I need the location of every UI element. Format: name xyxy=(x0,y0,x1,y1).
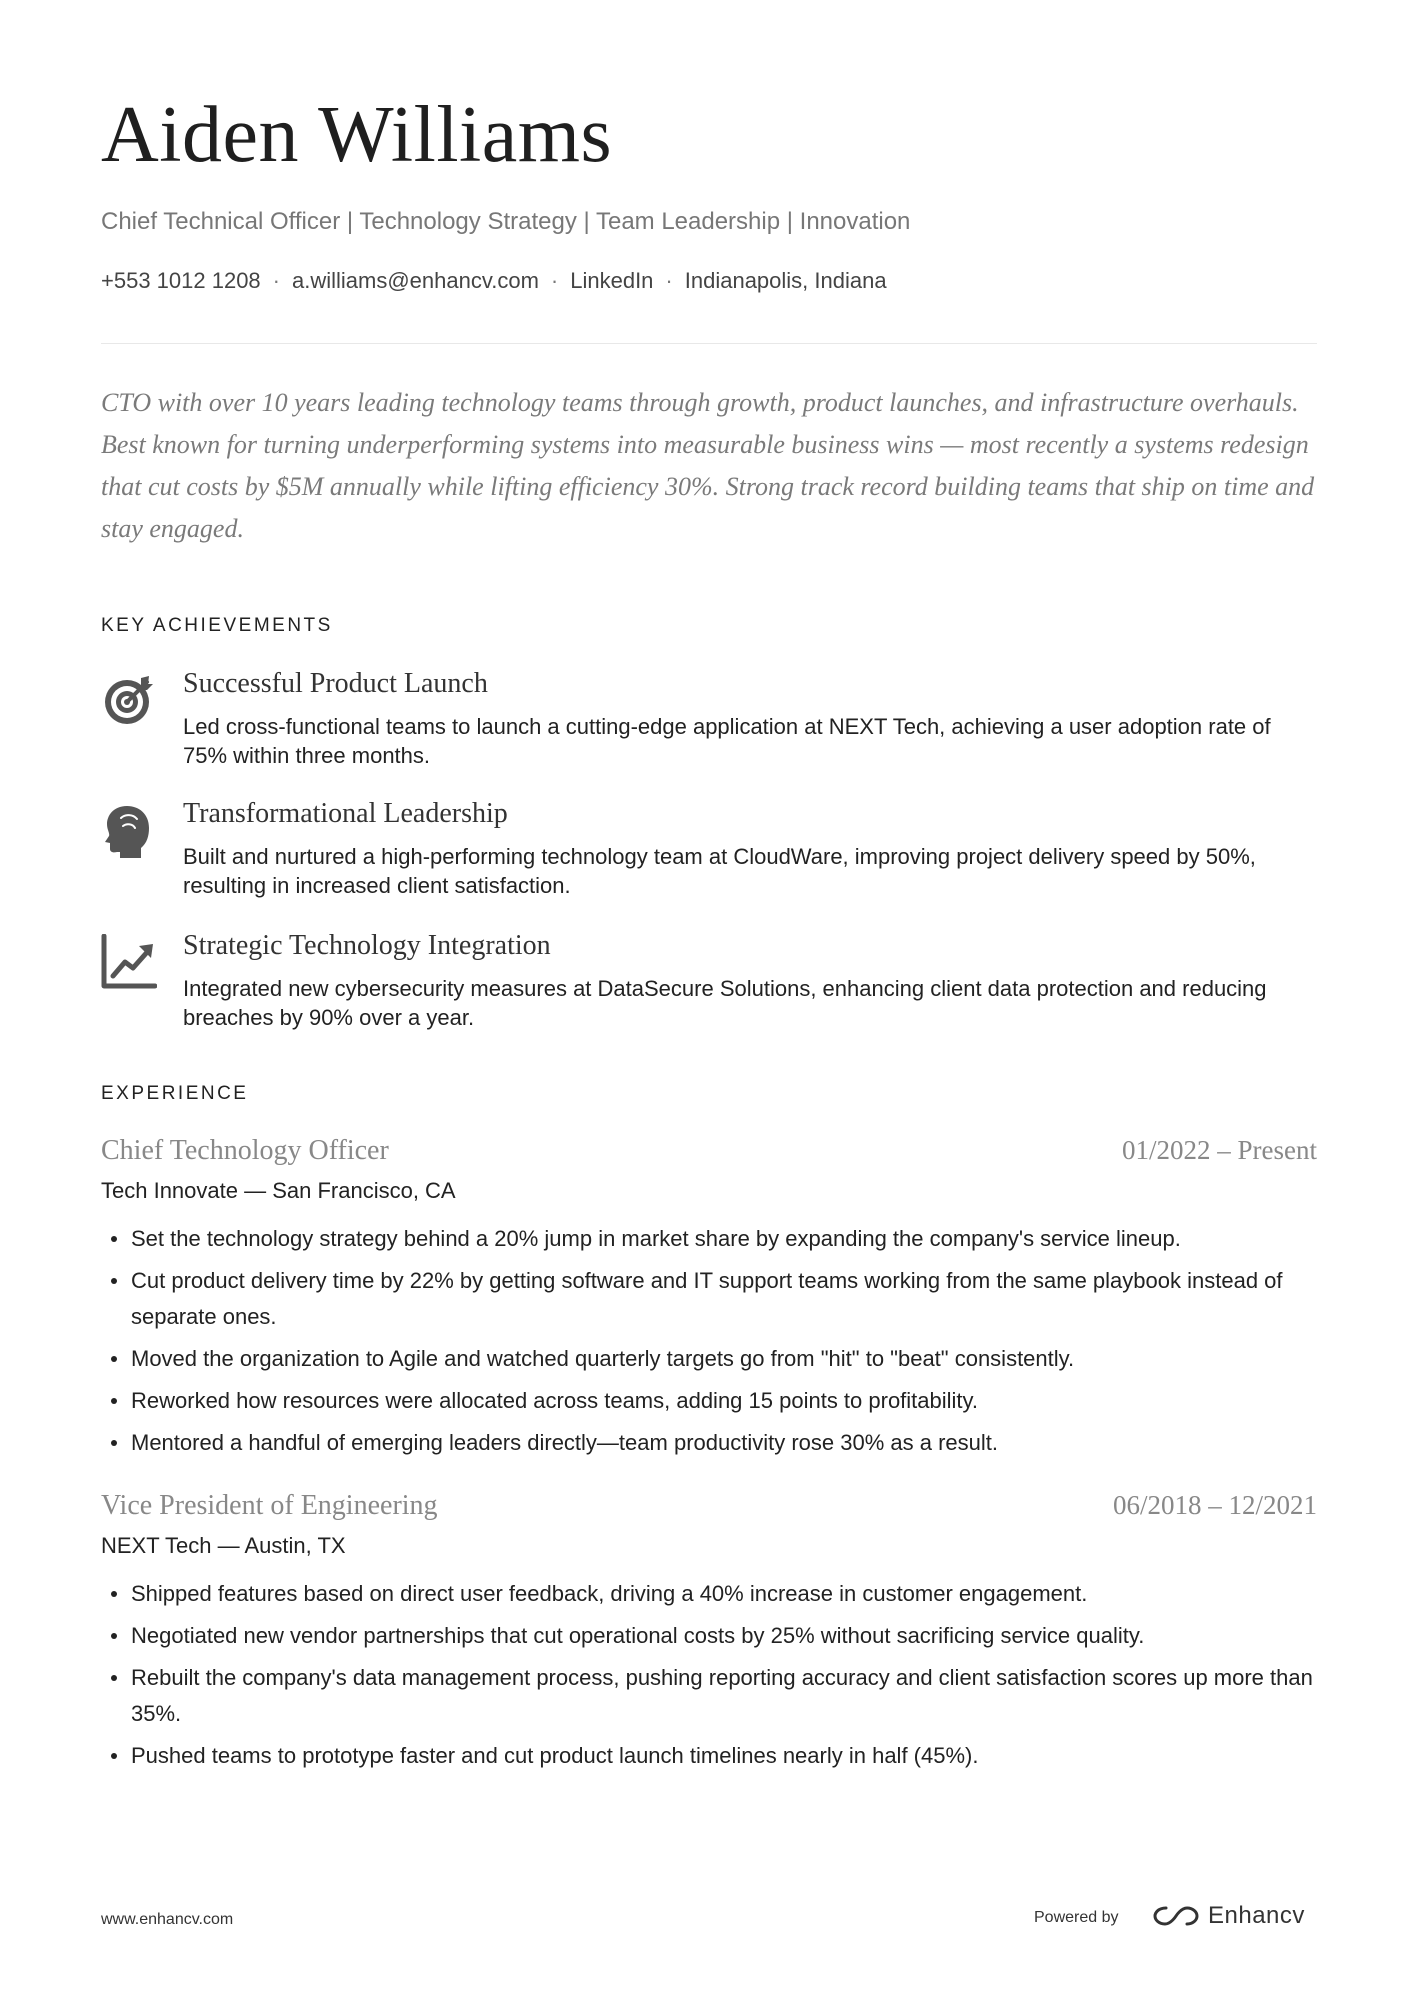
location: Indianapolis, Indiana xyxy=(684,268,887,293)
achievement-title: Successful Product Launch xyxy=(183,668,488,699)
job-dates: 01/2022 – Present xyxy=(1122,1135,1317,1165)
head-brain-icon xyxy=(101,802,157,858)
list-item: Shipped features based on direct user feedback, driving a 40% increase in customer engagement. xyxy=(101,1576,1317,1612)
achievement-title: Strategic Technology Integration xyxy=(183,930,551,961)
separator: · xyxy=(550,268,559,293)
list-item: Moved the organization to Agile and watched quarterly targets go from "hit" to "beat" consistently. xyxy=(101,1341,1317,1377)
list-item: Mentored a handful of emerging leaders directly—team productivity rose 30% as a result. xyxy=(101,1425,1317,1461)
job-role: Chief Technology Officer xyxy=(101,1135,389,1166)
trend-chart-icon xyxy=(101,934,157,990)
contact-info xyxy=(101,268,887,294)
job-dates: 06/2018 – 12/2021 xyxy=(1112,1490,1317,1520)
job-role: Vice President of Engineering xyxy=(101,1490,438,1521)
brand-name: Enhancv xyxy=(1208,1902,1305,1929)
achievement-description: Led cross-functional teams to launch a cutting-edge application at NEXT Tech, achieving a user adoption rate of 75% within three months. xyxy=(183,714,1271,768)
section-title-achievements: KEY ACHIEVEMENTS xyxy=(101,615,333,636)
phone: +553 1012 1208 xyxy=(101,268,261,293)
achievement-description: Built and nurtured a high-performing technology team at CloudWare, improving project delivery speed by 50%, resulting in increased client satisfaction. xyxy=(183,844,1256,898)
list-item: Cut product delivery time by 22% by getting software and IT support teams working from the same playbook instead of separate ones. xyxy=(101,1263,1317,1335)
footer-url-link[interactable]: www.enhancv.com xyxy=(101,1911,234,1928)
separator: · xyxy=(665,268,673,293)
target-icon xyxy=(101,672,157,728)
list-item: Set the technology strategy behind a 20% jump in market share by expanding the company's service lineup. xyxy=(101,1221,1317,1257)
achievement-description: Integrated new cybersecurity measures at DataSecure Solutions, enhancing client data protection and reducing breaches by 90% over a year. xyxy=(183,976,1267,1030)
separator: · xyxy=(272,268,280,293)
list-item: Pushed teams to prototype faster and cut product launch timelines nearly in half (45%). xyxy=(101,1738,1317,1774)
enhancv-logo[interactable] xyxy=(1152,1898,1305,1934)
achievement-title: Transformational Leadership xyxy=(183,798,508,829)
linkedin-link[interactable]: LinkedIn xyxy=(570,268,654,293)
header-divider xyxy=(101,343,1317,344)
list-item: Negotiated new vendor partnerships that cut operational costs by 25% without sacrificing service quality. xyxy=(101,1618,1317,1654)
section-title-experience: EXPERIENCE xyxy=(101,1083,249,1104)
powered-by-label: Powered by xyxy=(1034,1909,1119,1926)
headline: Chief Technical Officer | Technology Strategy | Team Leadership | Innovation xyxy=(101,208,911,235)
job-bullets xyxy=(101,1221,1317,1467)
list-item: Rebuilt the company's data management process, pushing reporting accuracy and client satisfaction scores up more than 35%. xyxy=(101,1660,1317,1732)
job-company: NEXT Tech — Austin, TX xyxy=(101,1533,346,1558)
list-item: Reworked how resources were allocated across teams, adding 15 points to profitability. xyxy=(101,1383,1317,1419)
summary: CTO with over 10 years leading technology teams through growth, product launches, and infrastructure overhauls. Best known for turning underperforming systems into measurable business wins — most recently a systems redesign that cut costs by $5M annually while lifting efficiency 30%. Strong track record building teams that ship on time and stay engaged. xyxy=(101,388,1315,543)
job-bullets xyxy=(101,1576,1317,1780)
email-link[interactable]: a.williams@enhancv.com xyxy=(292,268,539,293)
candidate-name: Aiden Williams xyxy=(101,91,613,179)
infinity-logo-icon xyxy=(1152,1902,1200,1930)
job-company: Tech Innovate — San Francisco, CA xyxy=(101,1178,456,1203)
